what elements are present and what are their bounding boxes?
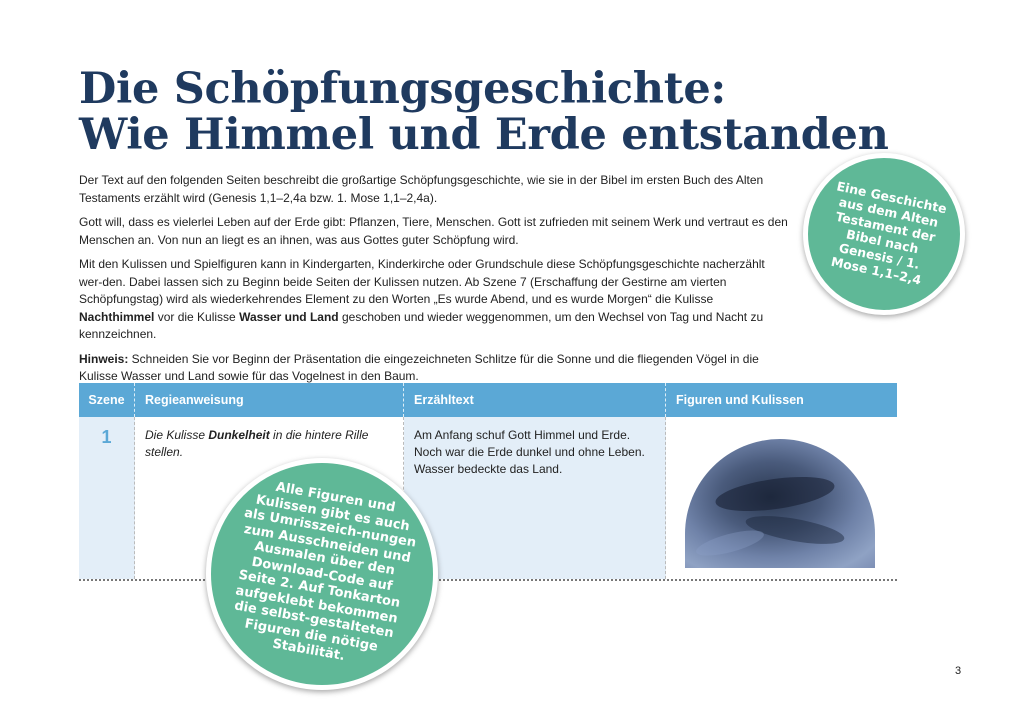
- darkness-backdrop-image: [685, 439, 875, 568]
- intro-paragraph-3: Mit den Kulissen und Spielfiguren kann in Kindergarten, Kinderkirche oder Grundschule diese Schöpfungsgeschichte nacherzählt wer-den. Dabei lassen sich zu Beginn beide Seiten der Kulissen nutzen. Ab Szene 7 (Erschaffung der Gestirne am vierten Schöpfungstag) wird als wiederkehrendes Element zu den Worten „Es wurde Abend, und es wurde Morgen“ die Kulisse Nachthimmel vor die Kulisse Wasser und Land geschoben und wieder weggenommen, um den Wechsel von Tag und Nacht zu kennzeichnen.: [79, 257, 765, 341]
- page-title: [79, 66, 889, 158]
- header-erzaehltext: Erzähltext: [404, 383, 666, 417]
- scene-table: [79, 383, 897, 581]
- kulisse-dunkelheit: Dunkelheit: [208, 428, 270, 442]
- narration-text: Am Anfang schuf Gott Himmel und Erde. Noch war die Erde dunkel und ohne Leben. Wasser bedeckte das Land.: [404, 417, 666, 579]
- stage-direction: Die Kulisse Dunkelheit in die hintere Rille stellen.: [135, 417, 404, 579]
- table-row: [79, 417, 897, 581]
- kulisse-wasser-und-land: Wasser und Land: [239, 309, 339, 324]
- table-header: [79, 383, 897, 417]
- title-line-1: Die Schöpfungsgeschichte:: [79, 64, 726, 114]
- title-line-2: Wie Himmel und Erde entstanden: [79, 110, 889, 160]
- kulisse-nachthimmel: Nachthimmel: [79, 309, 155, 324]
- intro-text: [79, 172, 789, 393]
- source-badge: [803, 153, 965, 315]
- intro-paragraph-1: Der Text auf den folgenden Seiten beschreibt die großartige Schöpfungsgeschichte, wie sie in der Bibel im ersten Buch des Alten Testaments erzählt wird (Genesis 1,1–2,4a bzw. 1. Mose 1,1–2,4a).: [79, 173, 764, 205]
- hint-label: Hinweis:: [79, 351, 129, 366]
- source-badge-text: Eine Geschichte aus dem Alten Testament der Bibel nach Genesis / 1. Mose 1,1–2,4: [829, 178, 949, 288]
- scene-number: 1: [79, 417, 135, 579]
- intro-paragraph-2: Gott will, dass es vielerlei Leben auf der Erde gibt: Pflanzen, Tiere, Menschen. Gott ist zufrieden mit seinem Werk und vertraut es den Menschen an. Von nun an liegt es an ihnen, was aus Gottes guter Schöpfung wird.: [79, 215, 788, 247]
- intro-paragraph-hint: Hinweis: Schneiden Sie vor Beginn der Präsentation die eingezeichneten Schlitze für die Sonne und die fliegenden Vögel in die Kulisse Wasser und Land sowie für das Vogelnest in den Baum.: [79, 351, 759, 383]
- page-number: 3: [955, 665, 962, 677]
- header-figuren-und-kulissen: Figuren und Kulissen: [676, 393, 804, 407]
- header-regieanweisung: Regieanweisung: [135, 383, 404, 417]
- figures-cell: [666, 417, 897, 579]
- header-szene: Szene: [79, 383, 135, 417]
- download-hint-badge: [206, 458, 438, 690]
- download-hint-text: Alle Figuren und Kulissen gibt es auch als Umrisszeich-nungen zum Ausschneiden und Ausmalen über den Download-Code auf Seite 2. Auf Tonkarton aufgeklebt bekommen die selbst-gestalteten Figuren die nötige Stabilität.: [233, 479, 418, 664]
